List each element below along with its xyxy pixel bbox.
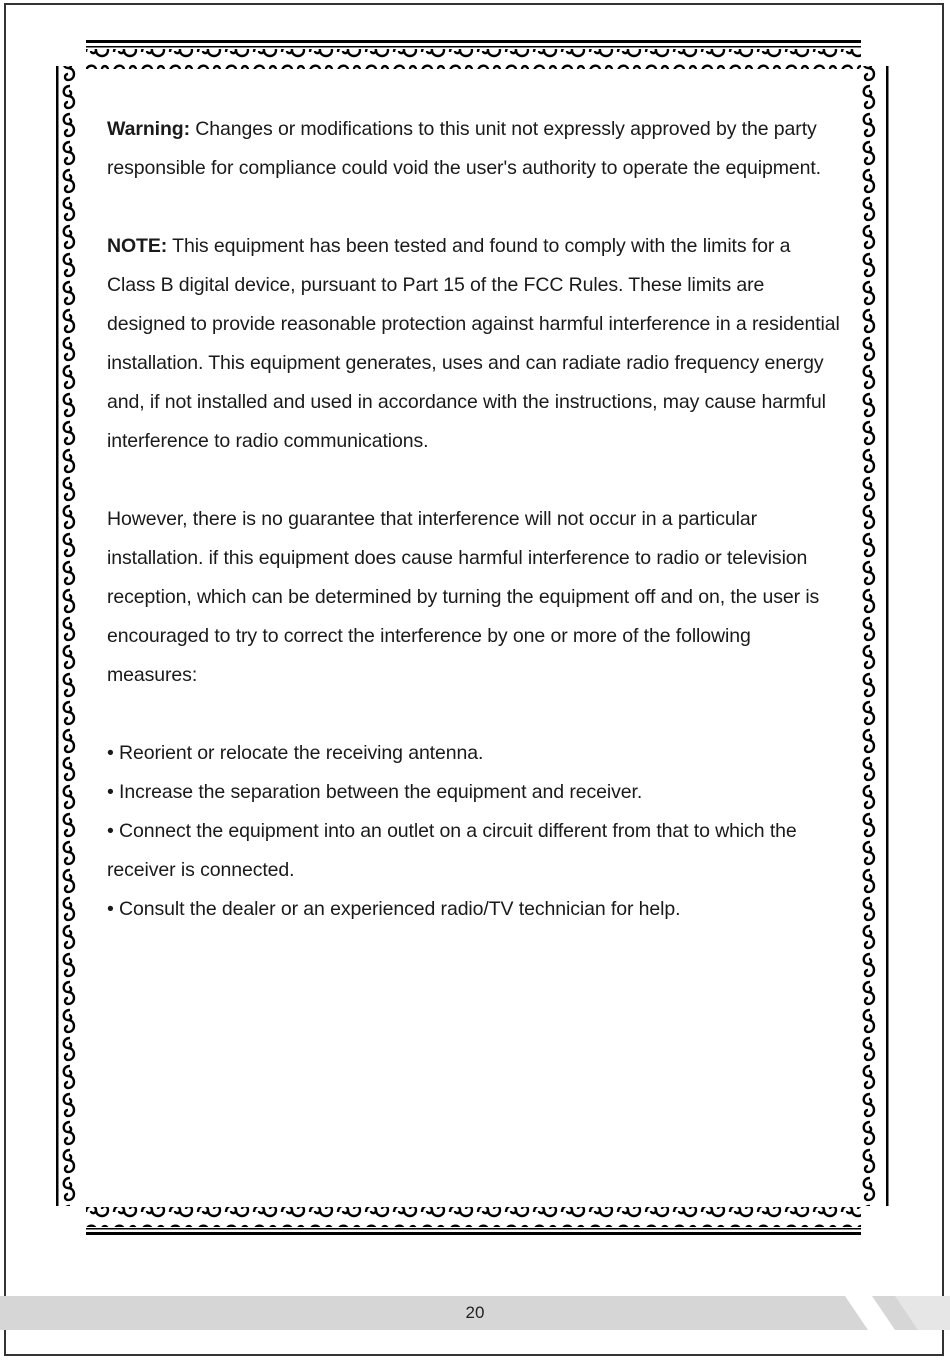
warning-text: Changes or modifications to this unit not expressly approved by the party responsible for compliance could void the user's authority to operate the equipment. (107, 118, 821, 179)
warning-paragraph (107, 110, 842, 188)
measure-item: • Increase the separation between the equipment and receiver. (107, 781, 643, 803)
warning-lead: Warning: (107, 118, 190, 140)
measure-item: • Reorient or relocate the receiving antenna. (107, 742, 484, 764)
note-paragraph (107, 227, 842, 461)
page-number: 20 (465, 1303, 485, 1322)
note-text: This equipment has been tested and found to comply with the limits for a Class B digital device, pursuant to Part 15 of the FCC Rules. These limits are designed to provide reasonable protection against harmful interference in a residential installation. This equipment generates, uses and can radiate radio frequency energy and, if not installed and used in accordance with the instructions, may cause harmful interference to radio communications. (107, 235, 840, 452)
measure-item: • Connect the equipment into an outlet on a circuit different from that to which the receiver is connected. (107, 820, 797, 881)
note-lead: NOTE: (107, 235, 168, 257)
fcc-notice-body (107, 110, 842, 929)
measure-item: • Consult the dealer or an experienced radio/TV technician for help. (107, 898, 681, 920)
however-paragraph: However, there is no guarantee that interference will not occur in a particular installation. if this equipment does cause harmful interference to radio or television reception, which can be determined by turning the equipment off and on, the user is encouraged to try to correct the interference by one or more of the following measures: (107, 508, 820, 686)
